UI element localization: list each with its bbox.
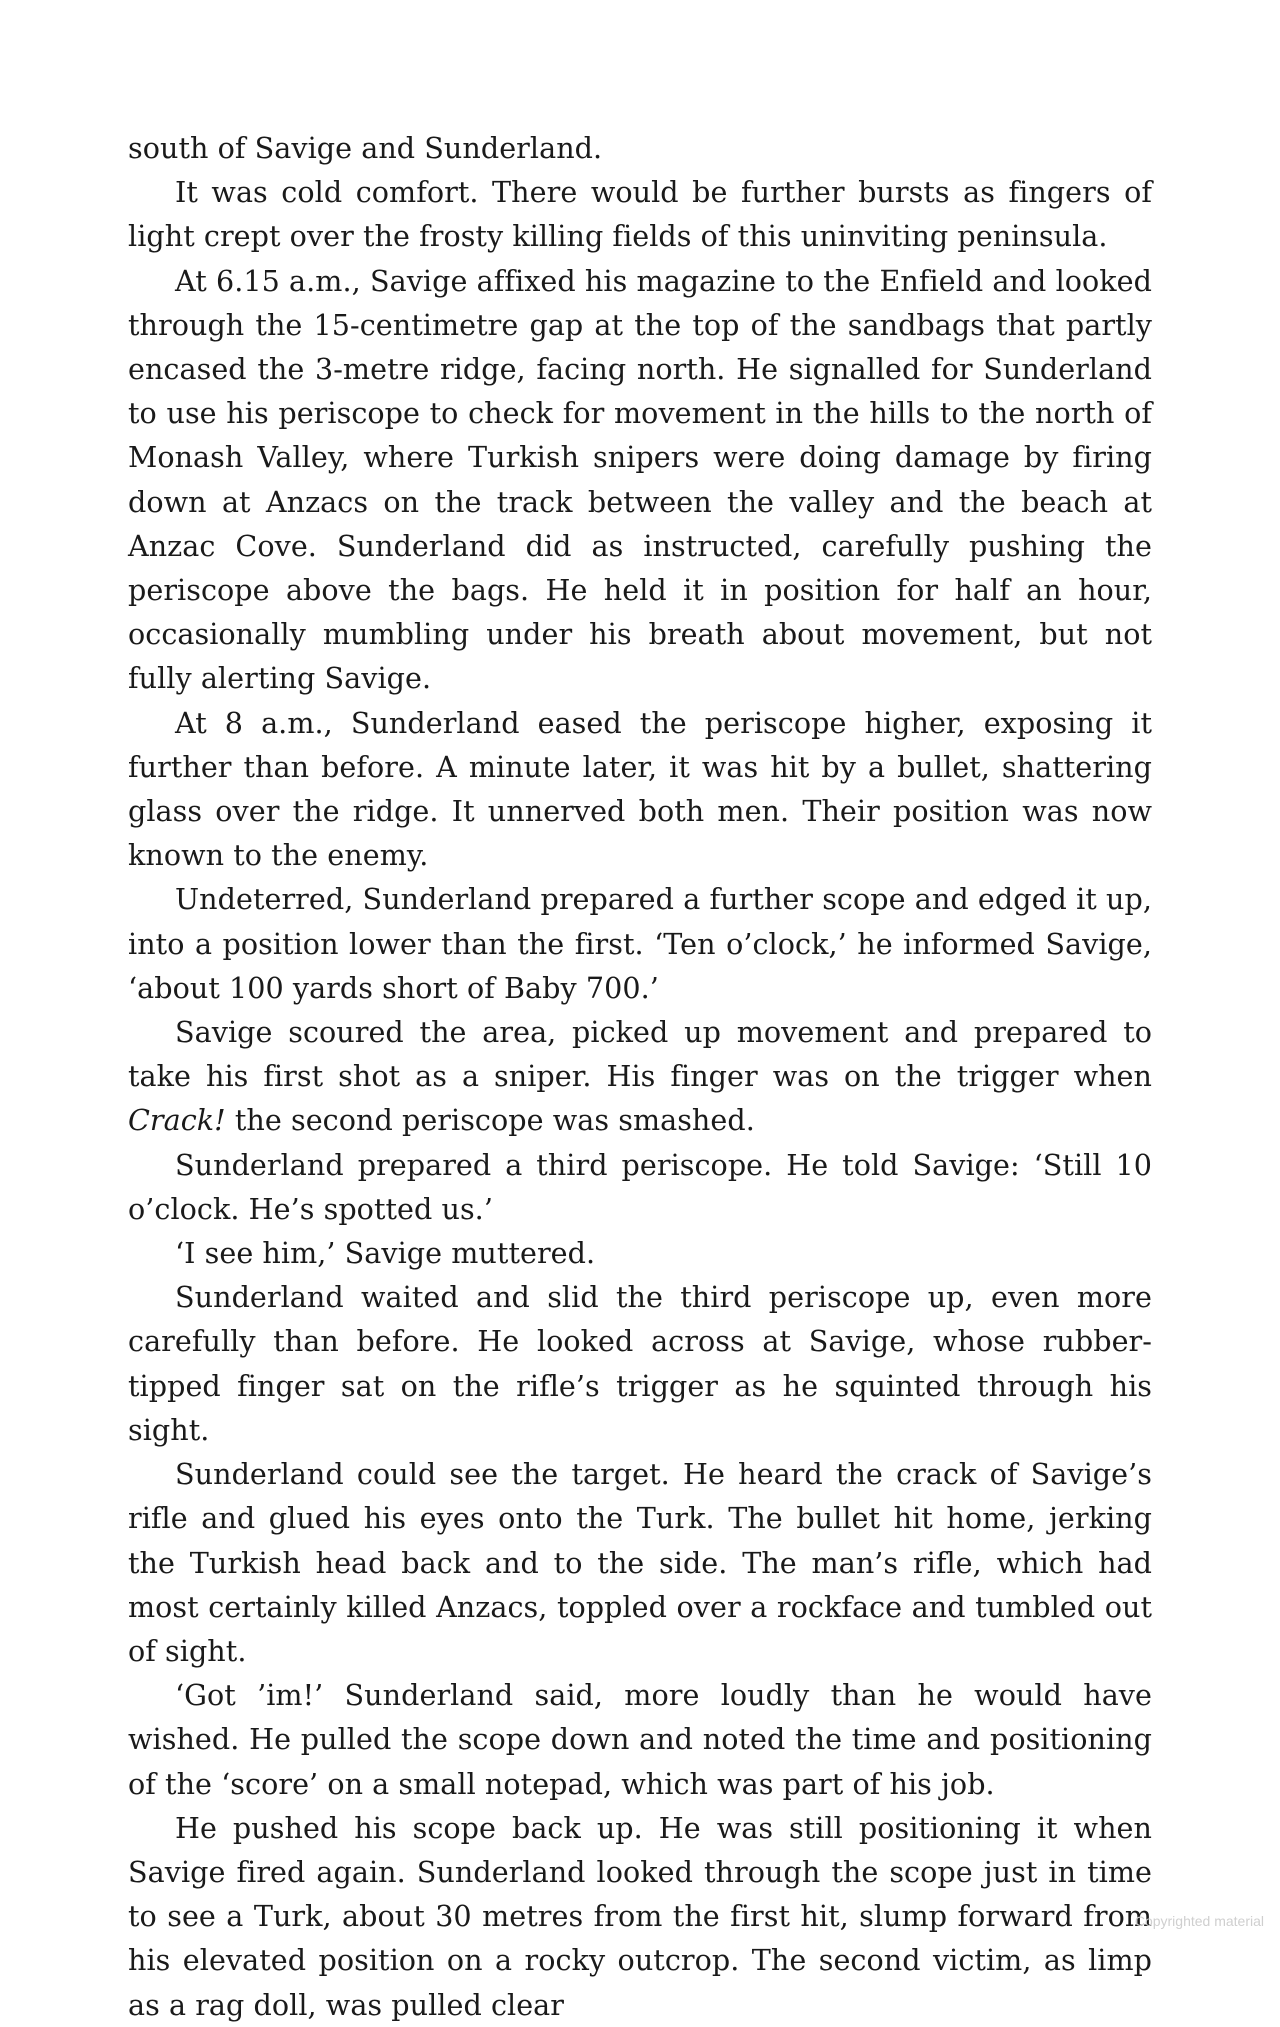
- paragraph-8: ‘I see him,’ Savige muttered.: [175, 1236, 596, 1271]
- paragraph-11: ‘Got ’im!’ Sunderland said, more loudly than he would have wished. He pulled the scope down and noted the time and positioning of the ‘score’ on a small notepad, which was part of his job.: [128, 1678, 1152, 1801]
- paragraph-10: Sunderland could see the target. He heard the crack of Savige’s rifle and glued his eyes onto the Turk. The bullet hit home, jerking the Turkish head back and to the side. The man’s rifle, which had most certainly killed Anzacs, toppled over a rockface and tumbled out of sight.: [128, 1457, 1152, 1668]
- paragraph-1: south of Savige and Sunderland.: [128, 131, 603, 165]
- paragraph-7: Sunderland prepared a third periscope. He told Savige: ‘Still 10 o’clock. He’s spotted us.’: [128, 1147, 1152, 1226]
- paragraph-2: It was cold comfort. There would be further bursts as fingers of light crept over the frosty killing fields of this uninviting peninsula.: [128, 175, 1152, 254]
- paragraph-6: Savige scoured the area, picked up movement and prepared to take his first shot as a sniper. His finger was on the trigger when Crack! the second periscope was smashed.: [128, 1015, 1152, 1138]
- copyright-watermark: Copyrighted material: [1134, 1913, 1264, 1929]
- paragraph-4: At 8 a.m., Sunderland eased the periscope higher, exposing it further than before. A minute later, it was hit by a bullet, shattering glass over the ridge. It unnerved both men. Their position was now known to the enemy.: [128, 705, 1152, 873]
- book-page-text: [128, 126, 1152, 2027]
- paragraph-3: At 6.15 a.m., Savige affixed his magazine to the Enfield and looked through the 15-centimetre gap at the top of the sandbags that partly encased the 3-metre ridge, facing north. He signalled for Sunderland to use his periscope to check for movement in the hills to the north of Monash Valley, where Turkish snipers were doing damage by firing down at Anzacs on the track between the valley and the beach at Anzac Cove. Sunderland did as instructed, carefully pushing the periscope above the bags. He held it in position for half an hour, occasionally mumbling under his breath about movement, but not fully alerting Savige.: [128, 263, 1152, 696]
- paragraph-12: He pushed his scope back up. He was still positioning it when Savige fired again. Sunderland looked through the scope just in time to see a Turk, about 30 metres from the first hit, slump forward from his elevated position on a rocky outcrop. The second victim, as limp as a rag doll, was pulled clear: [128, 1810, 1152, 2022]
- italic-crack: Crack!: [128, 1103, 226, 1138]
- paragraph-5: Undeterred, Sunderland prepared a further scope and edged it up, into a position lower than the first. ‘Ten o’clock,’ he informed Savige, ‘about 100 yards short of Baby 700.’: [128, 882, 1152, 1005]
- paragraph-9: Sunderland waited and slid the third periscope up, even more carefully than before. He looked across at Savige, whose rubber-tipped finger sat on the rifle’s trigger as he squinted through his sight.: [128, 1280, 1152, 1447]
